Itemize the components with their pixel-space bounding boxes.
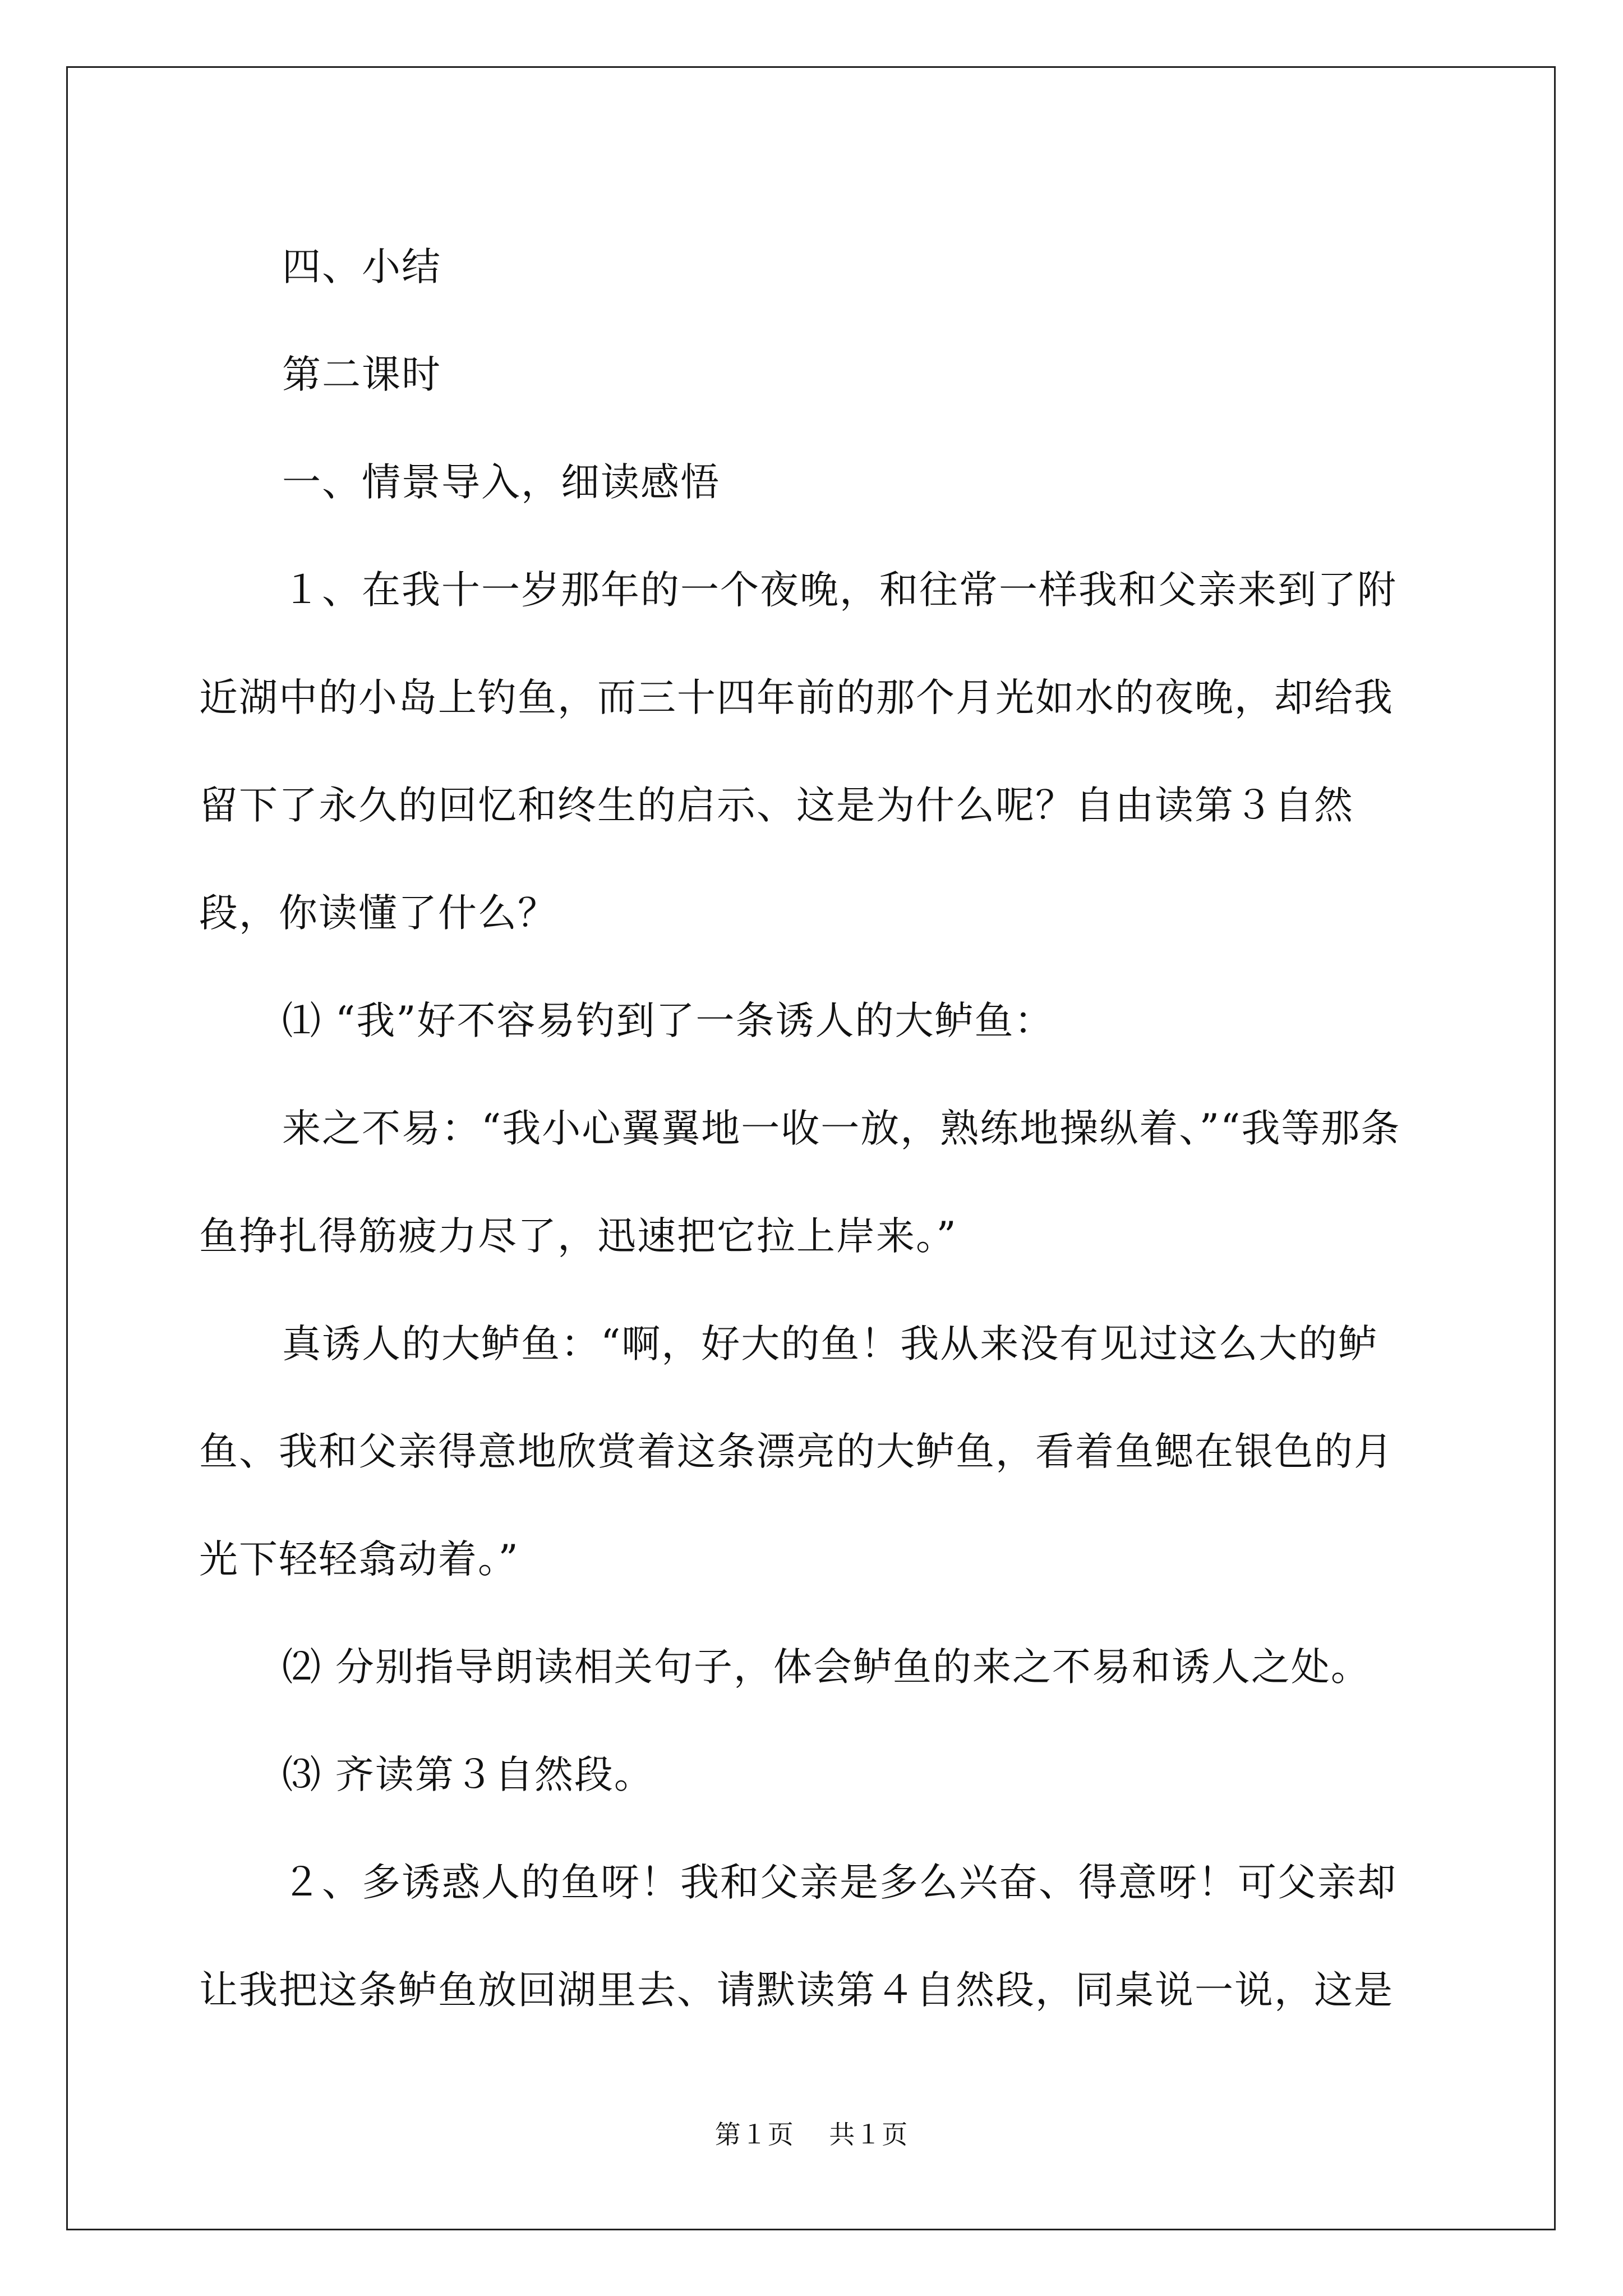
paragraph: 第二课时 — [282, 352, 441, 397]
paragraph: 一、情景导入，细读感悟 — [282, 460, 720, 505]
paragraph: １、在我十一岁那年的一个夜晚，和往常一样我和父亲来到了附近湖中的小岛上钓鱼，而三十四年前的那个月光如水的夜晚，却给我留下了永久的回忆和终生的启示、这是为什么呢？自由读第３自然段，你读懂了什么？ — [199, 568, 1397, 936]
paragraph: ⑶ 齐读第３自然段。 — [282, 1752, 654, 1797]
document-body — [199, 213, 1433, 2044]
paragraph: 真诱人的大鲈鱼：“啊，好大的鱼！我从来没有见过这么大的鲈鱼、我和父亲得意地欣赏着这条漂亮的大鲈鱼，看着鱼鳃在银色的月光下轻轻翕动着。” — [199, 1322, 1394, 1582]
page-footer — [0, 2118, 1623, 2151]
paragraph: 四、小结 — [282, 245, 441, 289]
paragraph: 来之不易：“我小心翼翼地一收一放，熟练地操纵着、”“我等那条鱼挣扎得筋疲力尽了，迅速把它拉上岸来。” — [199, 1106, 1401, 1259]
paragraph: ２、多诱惑人的鱼呀！我和父亲是多么兴奋、得意呀！可父亲却让我把这条鲈鱼放回湖里去、请默读第４自然段，同桌说一说，这是 — [199, 1860, 1397, 2013]
page-total: 共１页 — [829, 2119, 909, 2150]
page-number: 第１页 — [714, 2119, 794, 2150]
paragraph: ⑴ “我”好不容易钓到了一条诱人的大鲈鱼： — [282, 999, 1054, 1043]
paragraph: ⑵ 分别指导朗读相关句子，体会鲈鱼的来之不易和诱人之处。 — [282, 1645, 1371, 1690]
